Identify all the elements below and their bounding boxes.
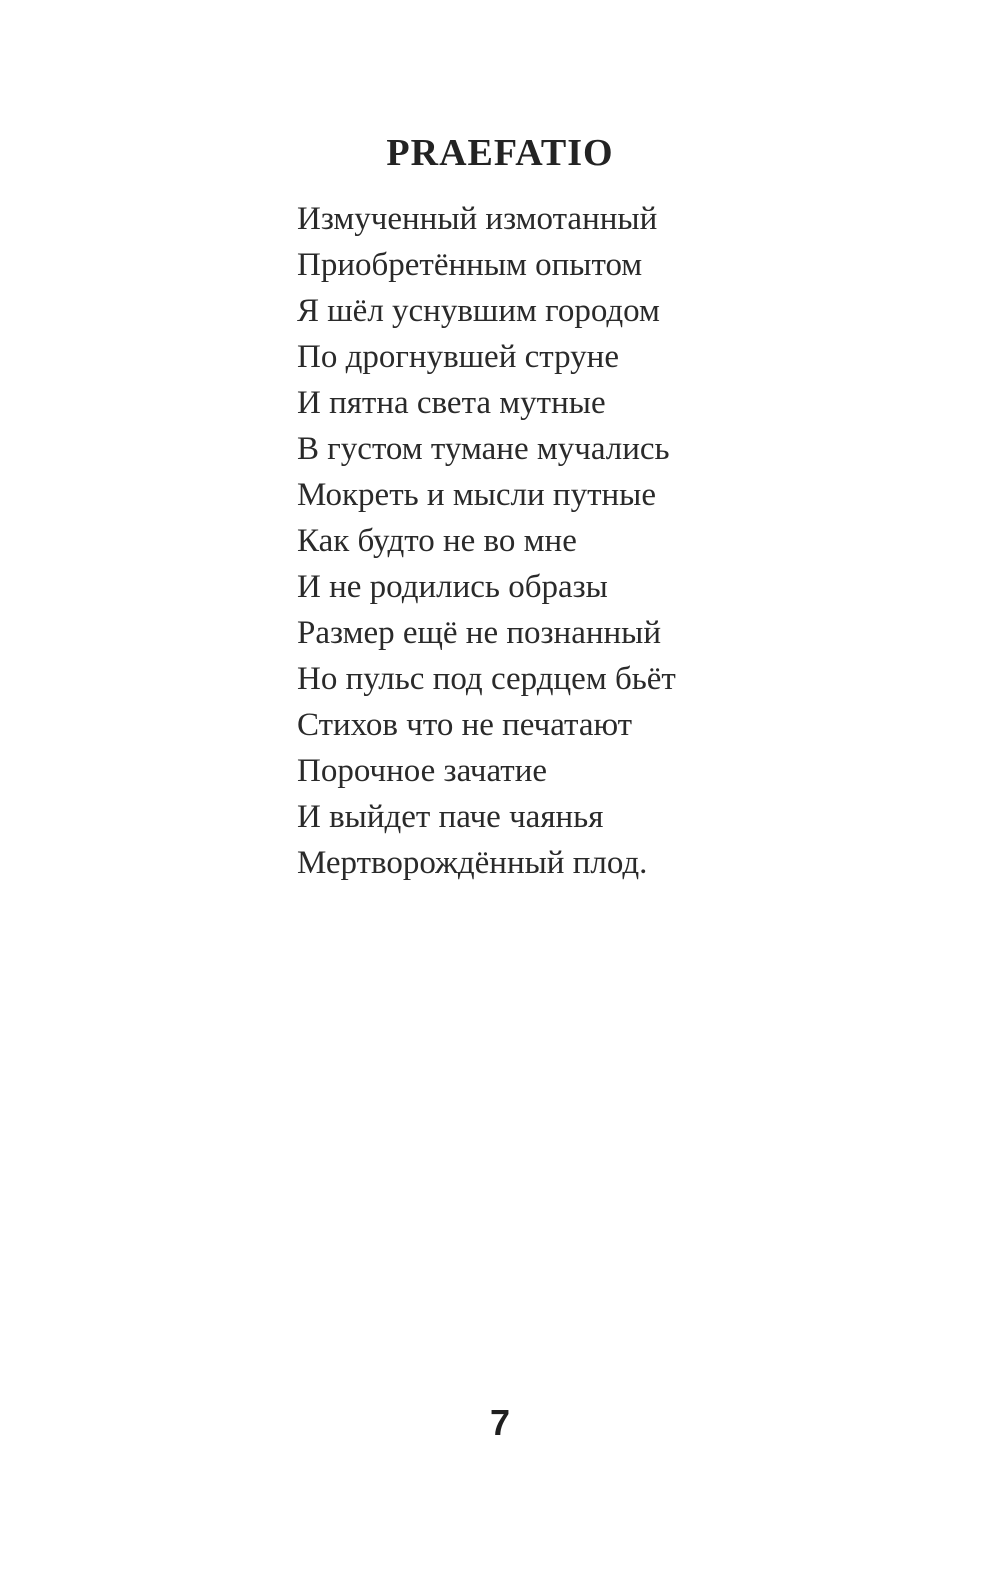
poem-line: Стихов что не печатают: [297, 707, 633, 743]
poem-body: [297, 196, 937, 886]
poem-line: И не родились образы: [297, 569, 608, 605]
poem-line: По дрогнувшей струне: [297, 339, 619, 375]
page-number: 7: [489, 1402, 511, 1443]
poem-line: Порочное зачатие: [297, 753, 548, 789]
poem-title: PRAEFATIO: [386, 132, 614, 174]
poem-line: Измученный измотанный: [297, 201, 658, 237]
poem-line: И пятна света мутные: [297, 385, 606, 421]
poem-line: И выйдет паче чаянья: [297, 799, 604, 835]
poem-line: Мертворождённый плод.: [297, 845, 648, 881]
poem-line: Но пульс под сердцем бьёт: [297, 661, 676, 697]
poem-line: Как будто не во мне: [297, 523, 577, 559]
poem-line: Приобретённым опытом: [297, 247, 643, 283]
poem-line: Я шёл уснувшим городом: [297, 293, 660, 329]
poem-line: Мокреть и мысли путные: [297, 477, 656, 513]
poem-line: Размер ещё не познанный: [297, 615, 662, 651]
poem-line: В густом тумане мучались: [297, 431, 670, 467]
